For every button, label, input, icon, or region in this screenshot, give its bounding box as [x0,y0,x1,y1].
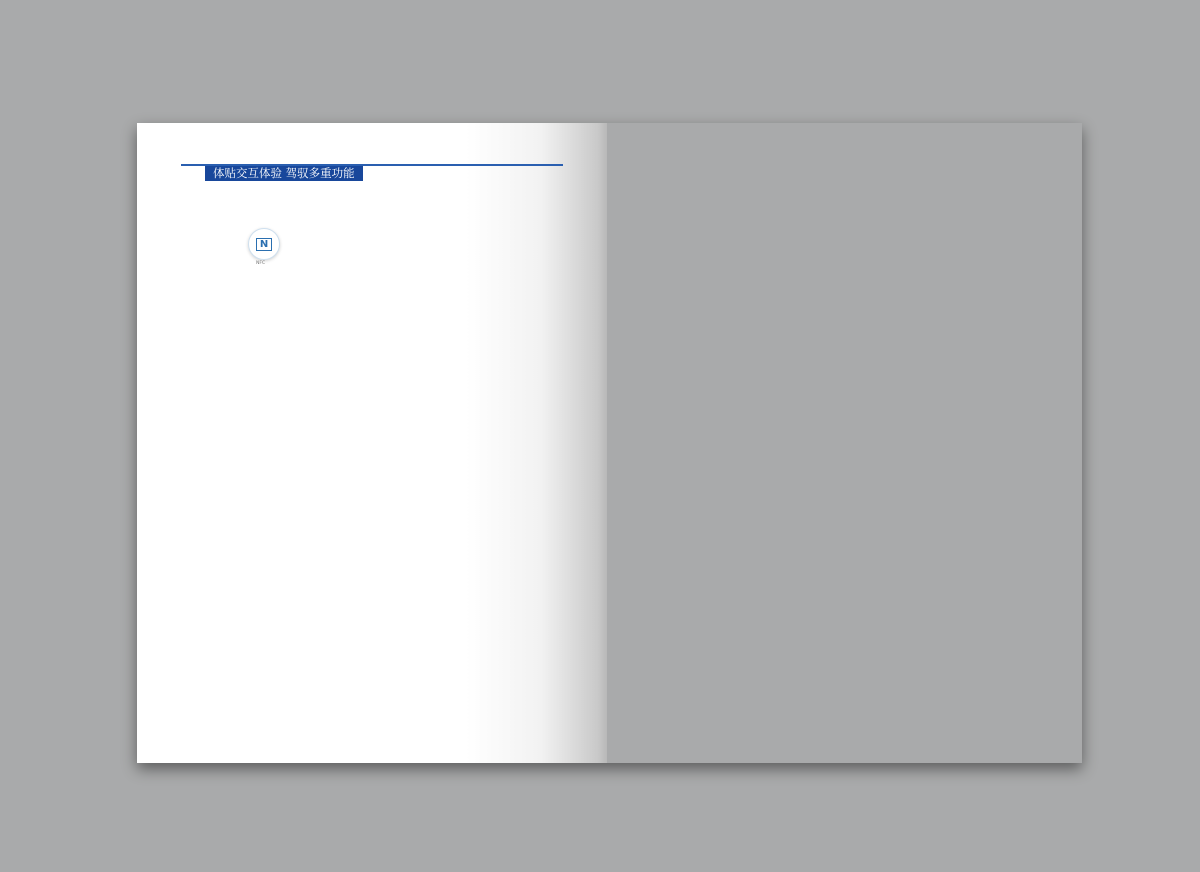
nfc-label: NFC [256,261,266,266]
left-page [137,123,607,763]
brochure-spread [137,123,1082,763]
section-heading: 体贴交互体验 驾驭多重功能 [205,166,363,181]
nfc-icon: N [248,228,280,260]
